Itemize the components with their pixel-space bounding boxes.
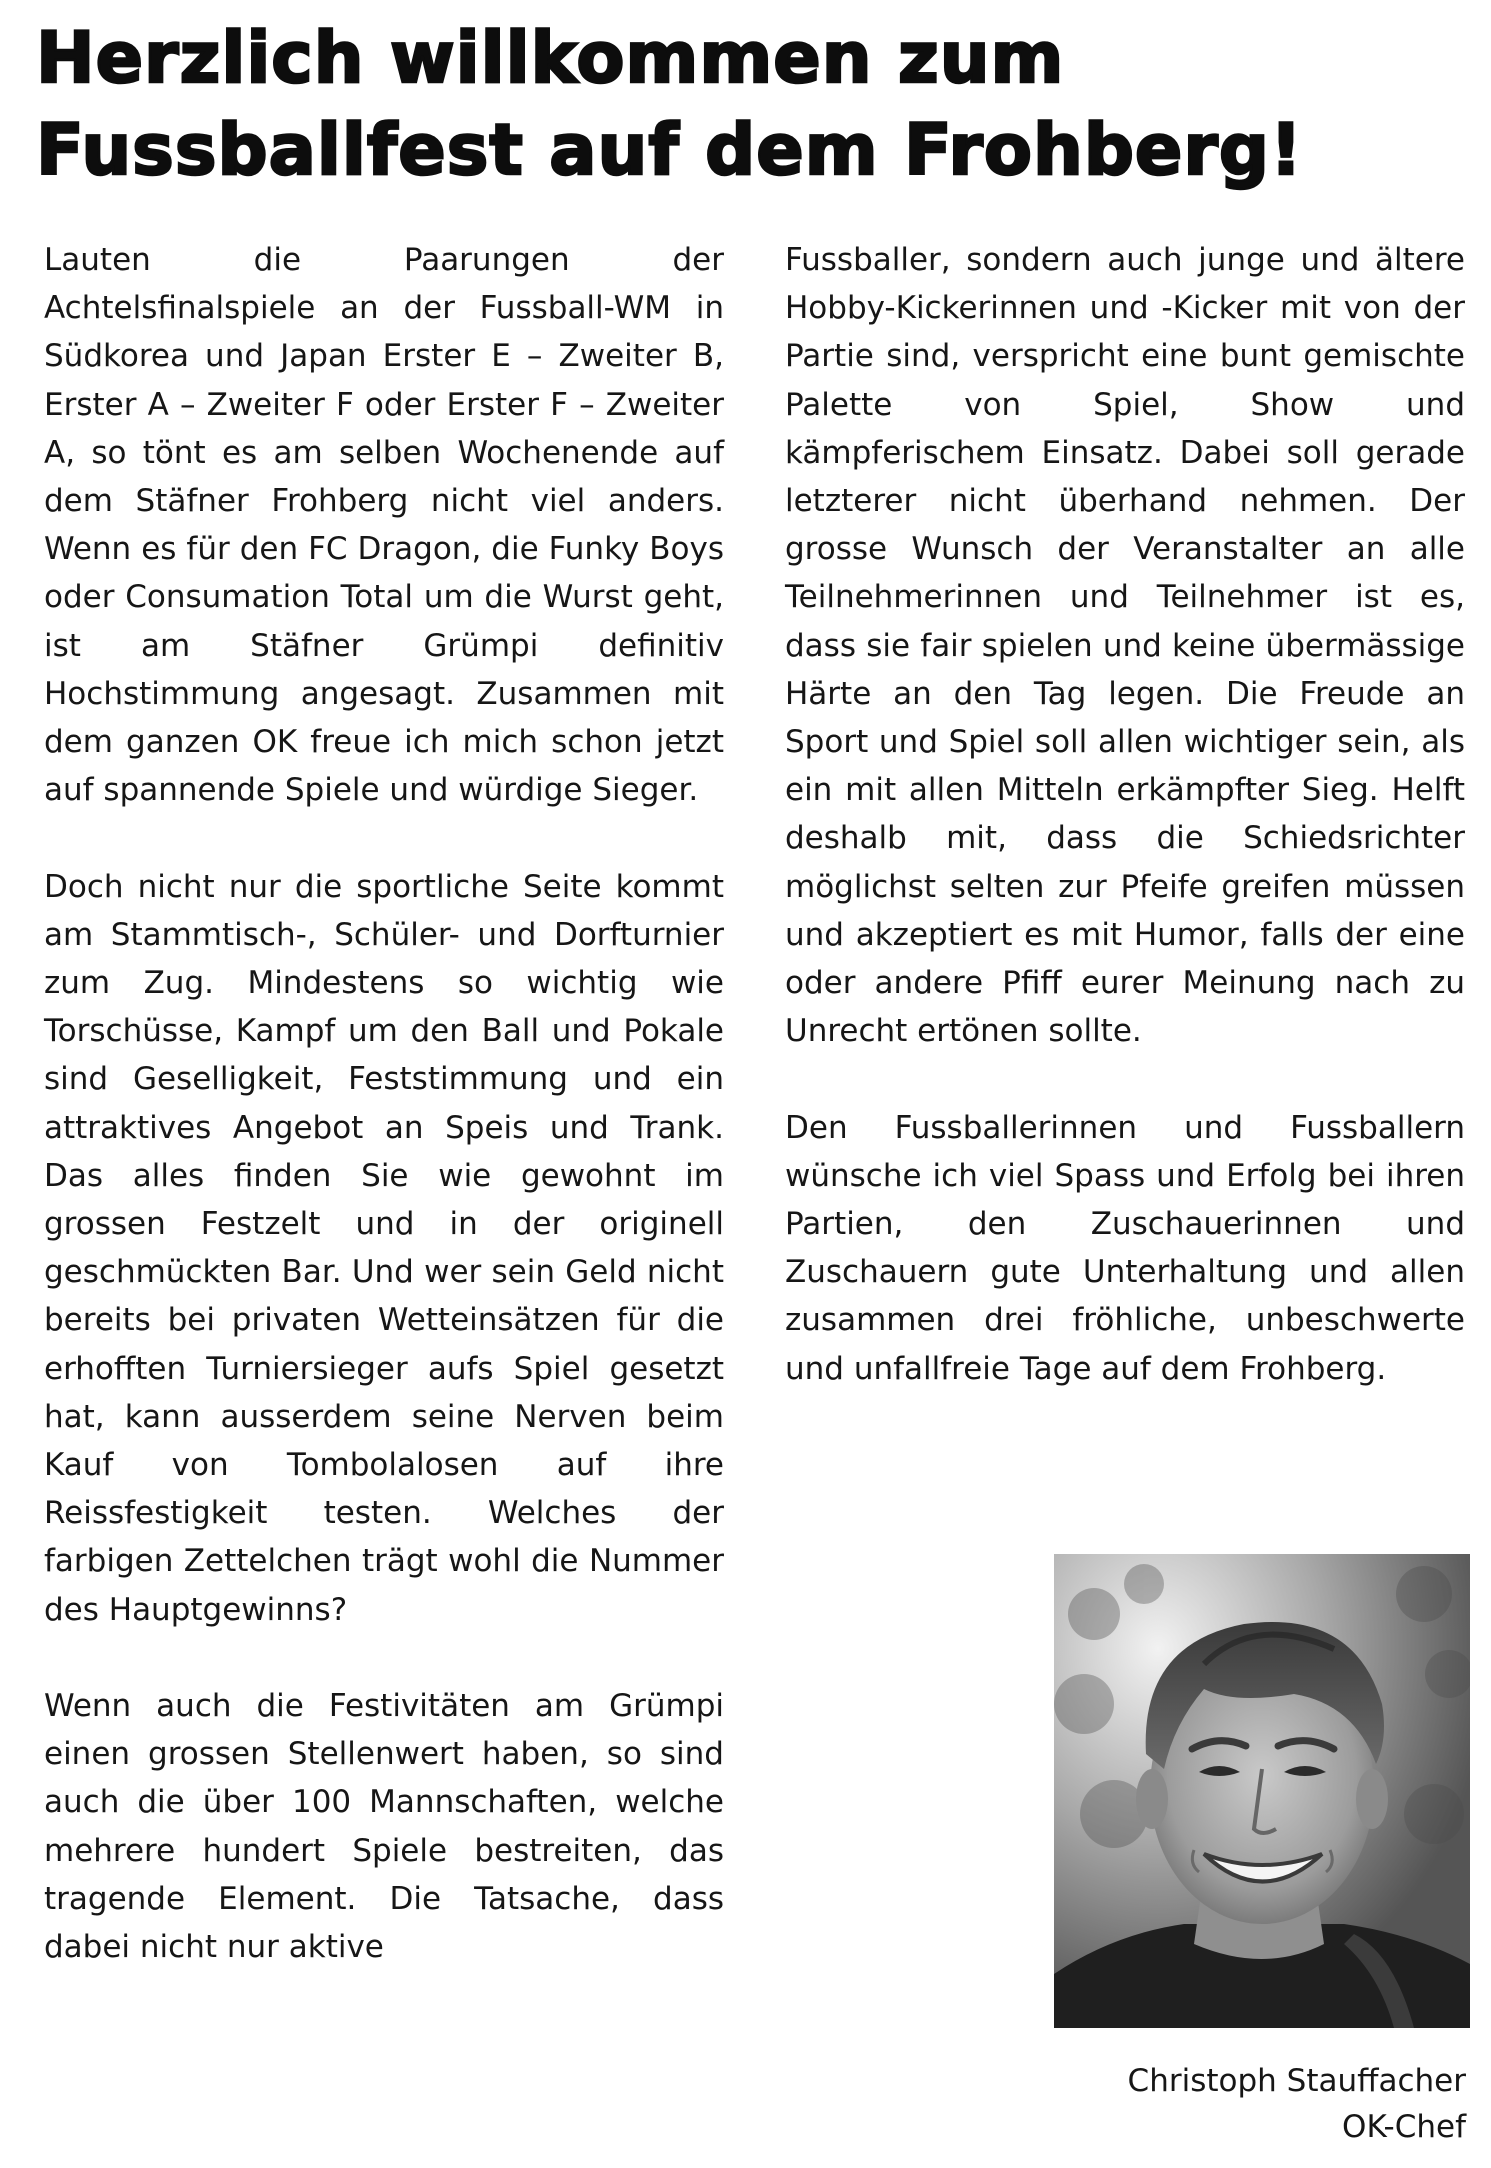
text-column-right	[785, 236, 1465, 1441]
paragraph: Lauten die Paarungen der Achtelsfinalspiele an der Fussball-WM in Südkorea und Japan Erster E – Zweiter B, Erster A – Zweiter F oder Erster F – Zweiter A, so tönt es am selben Wochenende auf dem Stäfner Frohberg nicht viel anders. Wenn es für den FC Dragon, die Funky Boys oder Consumation Total um die Wurst geht, ist am Stäfner Grümpi definitiv Hochstimmung angesagt. Zusammen mit dem ganzen OK freue ich mich schon jetzt auf spannende Spiele und würdige Sieger.	[44, 242, 724, 809]
paragraph: Doch nicht nur die sportliche Seite kommt am Stammtisch-, Schüler- und Dorfturnier zum Zug. Mindestens so wichtig wie Torschüsse, Kampf um den Ball und Pokale sind Geselligkeit, Feststimmung und ein attraktives Angebot an Speis und Trank. Das alles finden Sie wie gewohnt im grossen Festzelt und in der originell geschmückten Bar. Und wer sein Geld nicht bereits bei privaten Wetteinsätzen für die erhofften Turniersieger aufs Spiel gesetzt hat, kann ausserdem seine Nerven beim Kauf von Tombolalosen auf ihre Reissfestigkeit testen. Welches der farbigen Zettelchen trägt wohl die Nummer des Hauptgewinns?	[44, 868, 724, 1628]
paragraph: Wenn auch die Festivitäten am Grümpi einen grossen Stellenwert haben, so sind auch die über 100 Mannschaften, welche mehrere hundert Spiele bestreiten, das tragende Element. Die Tatsache, dass dabei nicht nur aktive	[44, 1688, 724, 1966]
text-column-left	[44, 236, 724, 2019]
paragraph: Fussballer, sondern auch junge und ältere Hobby-Kickerinnen und -Kicker mit von der Partie sind, verspricht eine bunt gemischte Palette von Spiel, Show und kämpferischem Einsatz. Dabei soll gerade letzterer nicht überhand nehmen. Der grosse Wunsch der Veranstalter an alle Teilnehmerinnen und Teilnehmer ist es, dass sie fair spielen und keine übermässige Härte an den Tag legen. Die Freude an Sport und Spiel soll allen wichtiger sein, als ein mit allen Mitteln erkämpfter Sieg. Helft deshalb mit, dass die Schiedsrichter möglichst selten zur Pfeife greifen müssen und akzeptiert es mit Humor, falls der eine oder andere Pfiff eurer Meinung nach zu Unrecht ertönen sollte.	[785, 242, 1465, 1050]
portrait-photo	[1054, 1554, 1470, 2028]
author-role: OK-Chef	[1342, 2109, 1466, 2145]
portrait-illustration	[1054, 1554, 1470, 2028]
headline-line-1: Herzlich willkommen zum	[36, 17, 1065, 99]
page-title	[36, 12, 1466, 196]
signature-block	[1000, 2058, 1466, 2150]
headline-line-2: Fussballfest auf dem Frohberg!	[36, 109, 1303, 191]
paragraph: Den Fussballerinnen und Fussballern wünsche ich viel Spass und Erfolg bei ihren Partien, den Zuschauerinnen und Zuschauern gute Unterhaltung und allen zusammen drei fröhliche, unbeschwerte und unfallfreie Tage auf dem Frohberg.	[785, 1109, 1465, 1387]
author-name: Christoph Stauffacher	[1127, 2063, 1466, 2099]
